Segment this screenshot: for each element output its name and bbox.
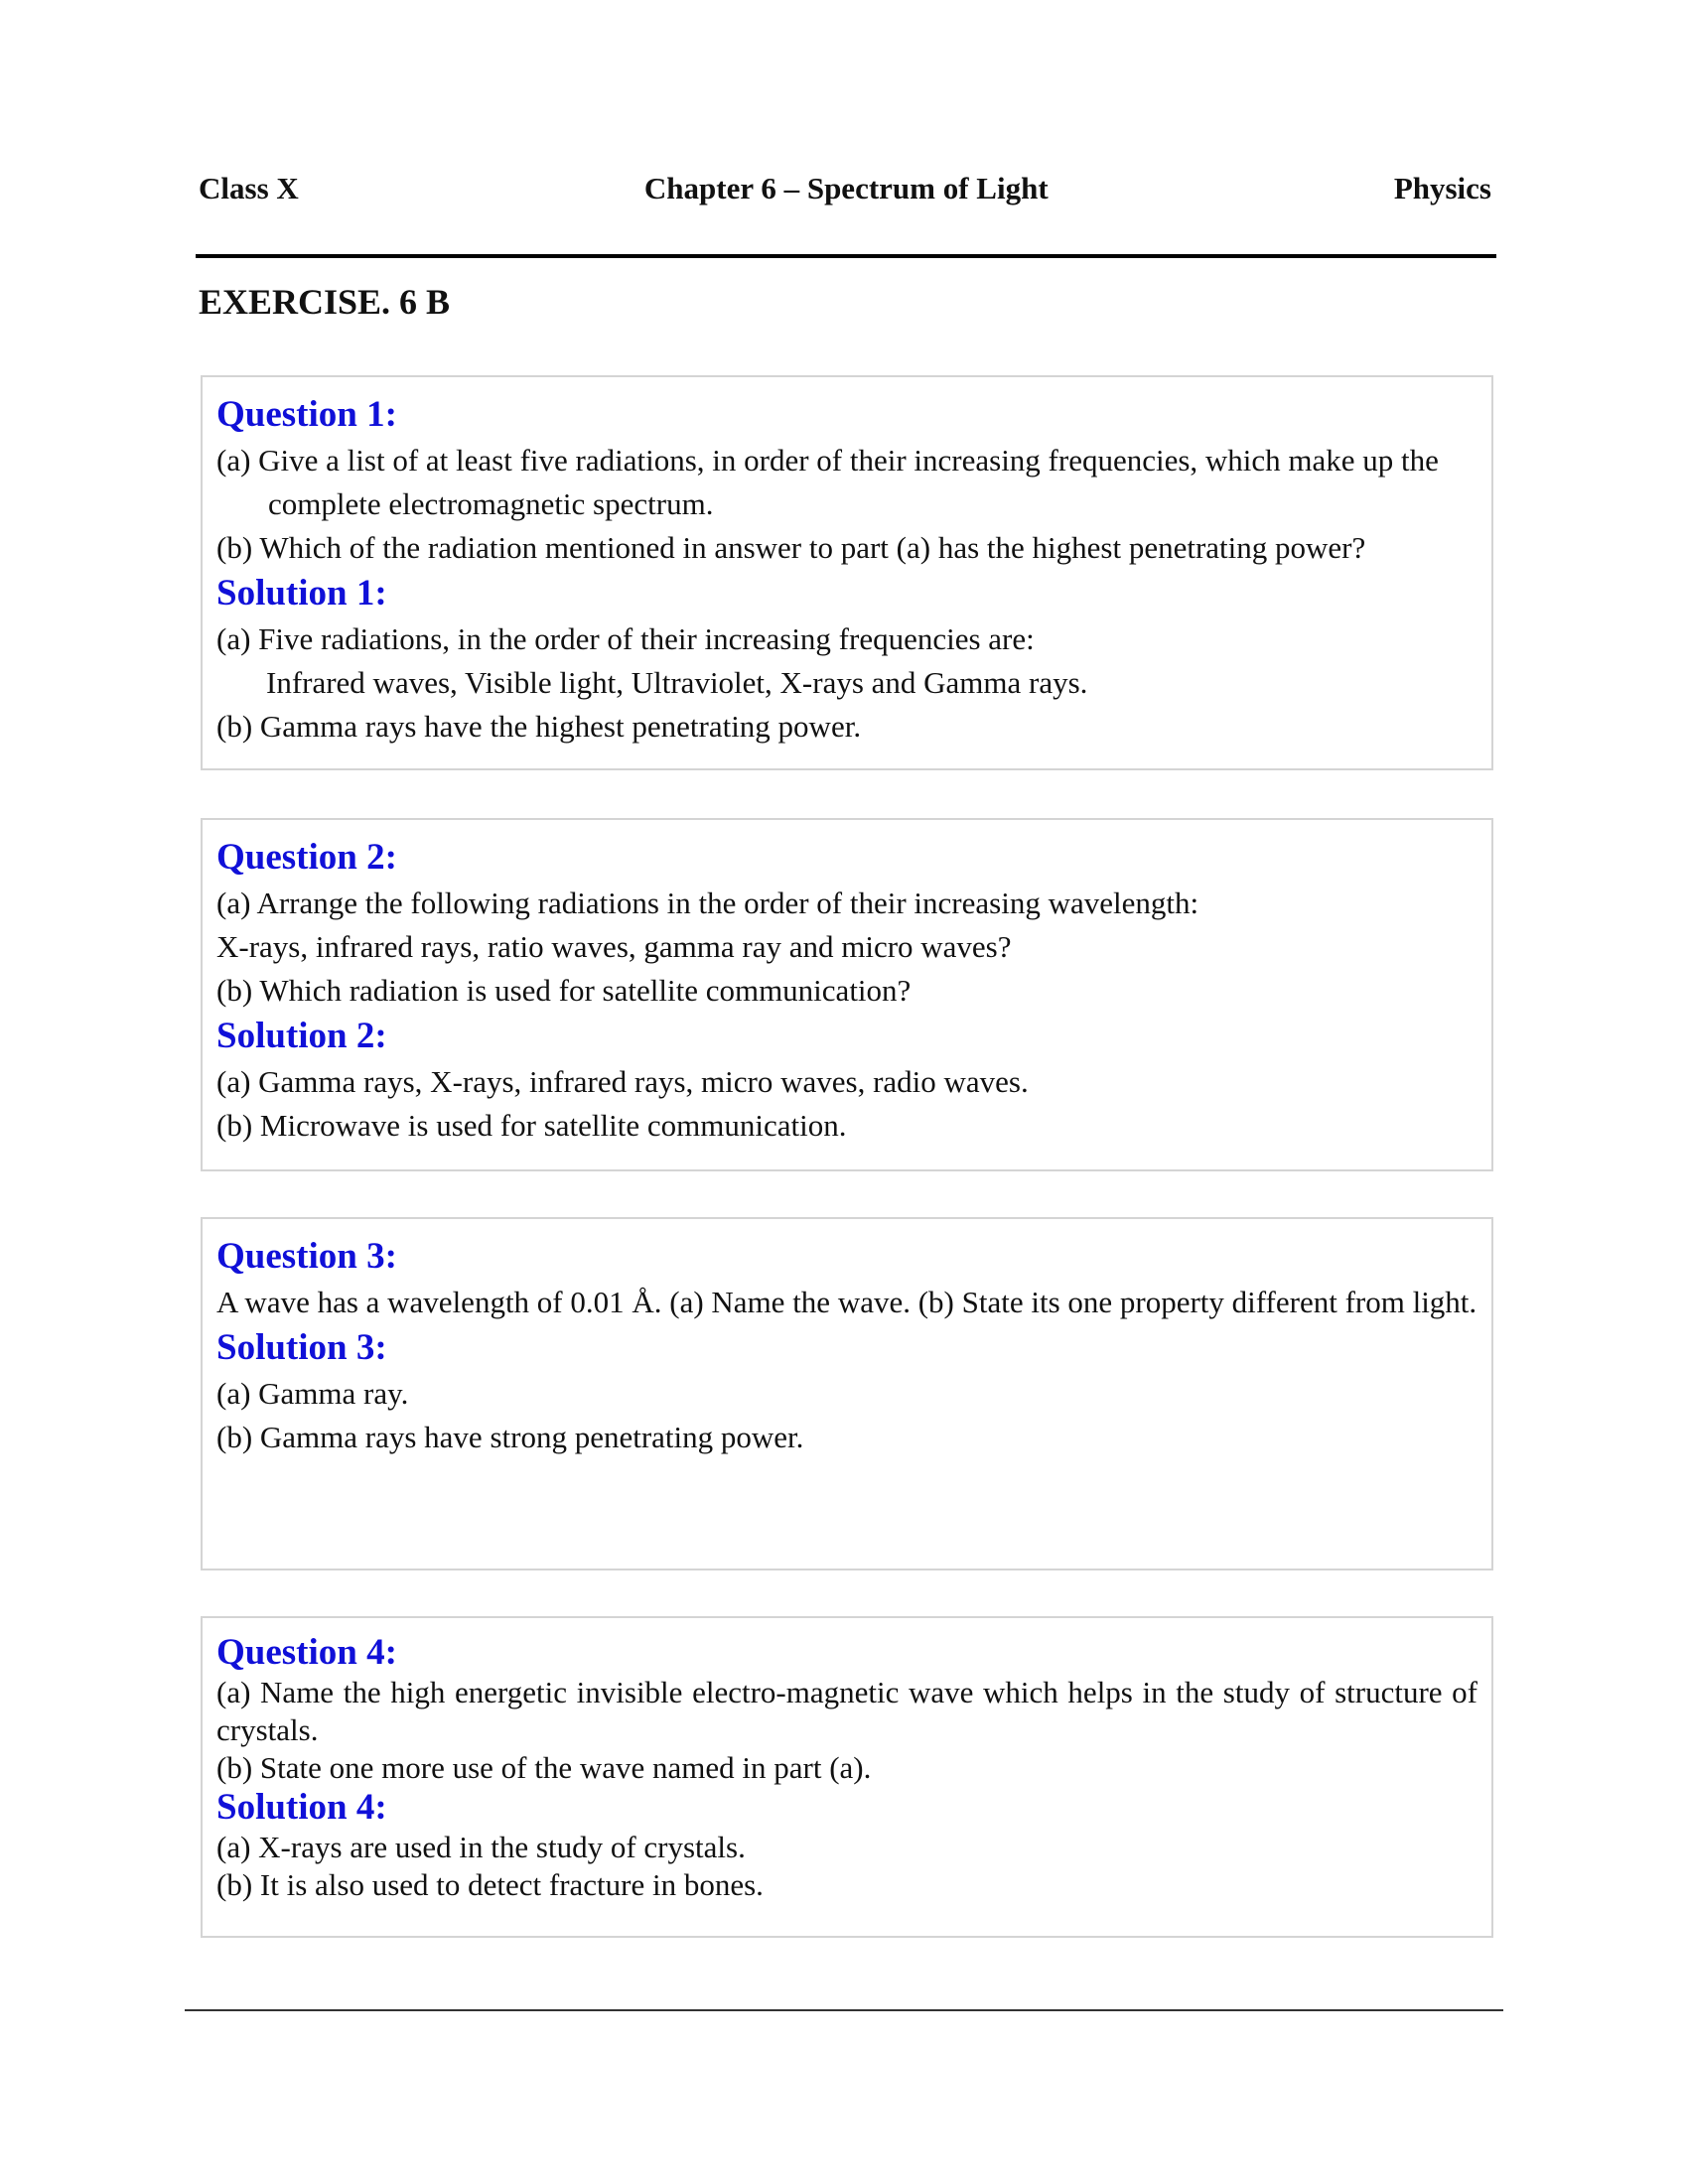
header-divider xyxy=(196,254,1496,258)
question-line: (b) Which radiation is used for satellite communication? xyxy=(216,973,912,1008)
solution-line: (a) Five radiations, in the order of their increasing frequencies are: xyxy=(216,621,1035,656)
qa-box-2 xyxy=(201,818,1493,1171)
qa-box-1 xyxy=(201,375,1493,770)
question-line: (b) State one more use of the wave named in part (a). xyxy=(216,1750,872,1785)
question-heading: Question 1: xyxy=(216,394,397,435)
header-chapter: Chapter 6 – Spectrum of Light xyxy=(643,171,1049,205)
solution-line: (b) Gamma rays have the highest penetrating power. xyxy=(216,709,862,744)
solution-heading: Solution 3: xyxy=(216,1327,387,1368)
header-subject: Physics xyxy=(1393,171,1491,205)
solution-line: Infrared waves, Visible light, Ultraviolet, X-rays and Gamma rays. xyxy=(266,665,1088,700)
solution-line: (a) X-rays are used in the study of crystals. xyxy=(216,1830,746,1864)
question-line: X-rays, infrared rays, ratio waves, gamma ray and micro waves? xyxy=(216,929,1012,964)
solution-heading: Solution 1: xyxy=(216,573,387,614)
solution-line: (a) Gamma ray. xyxy=(216,1376,409,1411)
solution-line: (b) It is also used to detect fracture in bones. xyxy=(216,1867,764,1902)
question-line: (a) Arrange the following radiations in the order of their increasing wavelength: xyxy=(216,886,1199,920)
page-header xyxy=(199,171,1491,206)
exercise-title: EXERCISE. 6 B xyxy=(199,282,451,322)
question-heading: Question 3: xyxy=(216,1236,397,1277)
solution-line: (a) Gamma rays, X-rays, infrared rays, micro waves, radio waves. xyxy=(216,1064,1029,1099)
solution-heading: Solution 2: xyxy=(216,1016,387,1056)
header-class: Class X xyxy=(199,171,299,205)
question-line: (a) Name the high energetic invisible electro-magnetic wave which helps in the study of structure of crystals. xyxy=(216,1675,1477,1747)
solution-line: (b) Microwave is used for satellite communication. xyxy=(216,1108,847,1143)
solution-heading: Solution 4: xyxy=(216,1787,387,1828)
qa-box-3 xyxy=(201,1217,1493,1570)
footer-divider xyxy=(185,2009,1503,2011)
question-line: A wave has a wavelength of 0.01 Å. (a) Name the wave. (b) State its one property different from light. xyxy=(216,1285,1477,1319)
qa-box-4 xyxy=(201,1616,1493,1938)
question-line: (b) Which of the radiation mentioned in answer to part (a) has the highest penetrating power? xyxy=(216,530,1366,565)
solution-line: (b) Gamma rays have strong penetrating power. xyxy=(216,1420,804,1454)
question-heading: Question 4: xyxy=(216,1632,397,1673)
question-heading: Question 2: xyxy=(216,837,397,878)
question-line: (a) Give a list of at least five radiations, in order of their increasing frequencies, which make up the complete electromagnetic spectrum. xyxy=(216,443,1439,521)
